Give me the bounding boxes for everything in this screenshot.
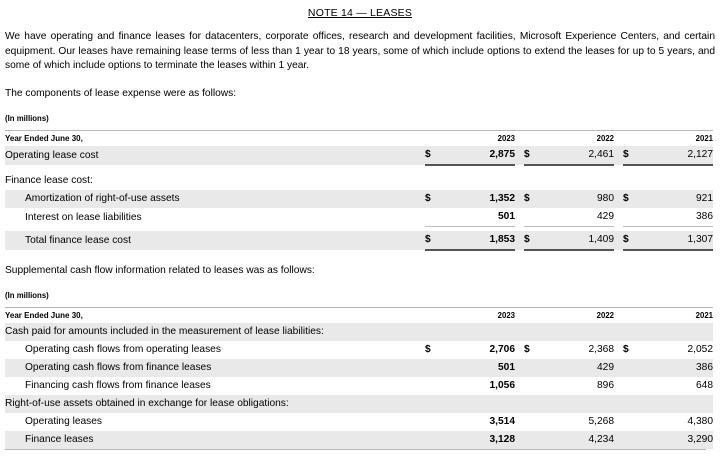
row-value-2022: 980	[542, 190, 614, 208]
row-value-2023: 2,706	[489, 344, 515, 356]
table-row	[5, 341, 713, 359]
row-currency-symbol	[623, 323, 641, 341]
row-label: Interest on lease liabilities	[25, 211, 142, 223]
row-currency-symbol: $	[425, 231, 443, 250]
row-currency-symbol	[623, 431, 641, 449]
table-row	[5, 359, 713, 377]
cash-flow-units-label: (In millions)	[5, 290, 49, 300]
row-value-2021: 2,127	[641, 146, 713, 165]
row-currency-symbol	[425, 431, 443, 449]
row-label: Operating lease cost	[5, 146, 425, 165]
row-label: Operating cash flows from finance leases	[5, 359, 425, 377]
row-currency-symbol	[425, 172, 443, 190]
cash-flow-table-bottom-rule	[5, 449, 706, 451]
row-currency-symbol	[623, 208, 641, 227]
row-label: Finance leases	[5, 431, 425, 449]
row-currency-symbol	[623, 395, 641, 413]
table-row	[5, 190, 713, 208]
row-label: Cash paid for amounts included in the measurement of lease liabilities:	[5, 323, 425, 341]
row-currency-symbol	[425, 413, 443, 431]
page-title: NOTE 14 — LEASES	[307, 7, 413, 19]
row-value-2021: 648	[696, 380, 713, 392]
row-value-2022: 5,268	[588, 416, 614, 428]
row-label: Operating cash flows from operating leases	[25, 344, 221, 356]
cash-flow-year-2022: 2022	[542, 307, 614, 323]
row-value-2021	[641, 395, 713, 413]
row-spacer	[5, 165, 713, 172]
row-value-2022	[542, 172, 614, 190]
row-currency-symbol: $	[425, 190, 443, 208]
table-row	[5, 413, 713, 431]
row-value-2023: 3,128	[443, 431, 515, 449]
lease-expense-period-label: Year Ended June 30,	[5, 130, 425, 146]
row-value-2022: 2,368	[588, 344, 614, 356]
row-currency-symbol	[425, 208, 443, 227]
row-currency-symbol	[524, 395, 542, 413]
row-currency-symbol: $	[623, 190, 641, 208]
lease-expense-units-label: (In millions)	[5, 113, 49, 123]
cash-flow-period-label: Year Ended June 30,	[5, 307, 425, 323]
row-value-2023: 1,853	[443, 231, 515, 250]
row-currency-symbol	[524, 323, 542, 341]
row-value-2021	[641, 172, 713, 190]
row-value-2021: 1,307	[641, 231, 713, 250]
row-currency-symbol	[623, 413, 641, 431]
intro-paragraph: We have operating and finance leases for datacenters, corporate offices, research and development facilities, Microsoft Experience Centers, and certain equipment. Our leases have remaining lease terms of less than 1 year to 18 years, some of which include options to extend the leases for up to 5 years, and some of which include options to terminate the leases within 1 year.	[5, 31, 715, 72]
row-label: Operating leases	[25, 416, 103, 428]
table-row	[5, 172, 713, 190]
row-value-2021: 3,290	[641, 431, 713, 449]
row-value-2022: 896	[597, 380, 614, 392]
row-value-2021: 4,380	[687, 416, 713, 428]
row-currency-symbol	[524, 359, 542, 377]
row-value-2023: 501	[443, 359, 515, 377]
row-currency-symbol: $	[425, 344, 431, 356]
row-value-2021: 921	[641, 190, 713, 208]
lease-expense-year-2022: 2022	[542, 130, 614, 146]
row-label: Financing cash flows from finance leases	[25, 380, 211, 392]
row-value-2022: 429	[542, 208, 614, 227]
row-currency-symbol: $	[524, 146, 542, 165]
row-label: Amortization of right-of-use assets	[5, 190, 425, 208]
row-value-2022	[542, 395, 614, 413]
row-value-2021: 386	[641, 208, 713, 227]
row-value-2022: 4,234	[542, 431, 614, 449]
lease-expense-lead-in: The components of lease expense were as follows:	[5, 87, 237, 99]
table-row	[5, 431, 713, 449]
row-label: Finance lease cost:	[5, 175, 93, 187]
row-currency-symbol	[425, 323, 443, 341]
row-currency-symbol: $	[623, 344, 629, 356]
table-row	[5, 395, 713, 413]
row-currency-symbol	[623, 172, 641, 190]
row-label: Right-of-use assets obtained in exchange for lease obligations:	[5, 395, 425, 413]
row-value-2021	[641, 323, 713, 341]
row-value-2021: 386	[641, 359, 713, 377]
lease-expense-header-row	[5, 130, 713, 146]
row-currency-symbol: $	[524, 344, 530, 356]
table-row	[5, 323, 713, 341]
row-currency-symbol: $	[425, 146, 443, 165]
row-value-2023: 501	[443, 208, 515, 227]
row-currency-symbol	[623, 377, 641, 395]
row-currency-symbol	[524, 413, 542, 431]
table-row	[5, 231, 713, 250]
table-row	[5, 146, 713, 165]
row-currency-symbol	[425, 395, 443, 413]
cash-flow-year-2021: 2021	[641, 307, 713, 323]
row-label: Total finance lease cost	[5, 231, 425, 250]
cash-flow-header-row	[5, 307, 713, 323]
lease-expense-year-2023: 2023	[443, 130, 515, 146]
row-value-2021: 2,052	[687, 344, 713, 356]
row-value-2023	[443, 323, 515, 341]
row-currency-symbol	[425, 359, 443, 377]
table-row	[5, 377, 713, 395]
row-value-2022: 2,461	[542, 146, 614, 165]
row-value-2022: 429	[542, 359, 614, 377]
row-currency-symbol	[623, 359, 641, 377]
row-currency-symbol	[425, 377, 443, 395]
cash-flow-year-2023: 2023	[443, 307, 515, 323]
row-currency-symbol	[524, 172, 542, 190]
row-currency-symbol: $	[524, 190, 542, 208]
cash-flow-lead-in: Supplemental cash flow information related to leases was as follows:	[5, 264, 315, 276]
row-value-2023: 1,056	[489, 380, 515, 392]
cash-flow-table	[5, 307, 713, 449]
row-value-2023: 3,514	[489, 416, 515, 428]
row-currency-symbol	[524, 431, 542, 449]
lease-expense-year-2021: 2021	[641, 130, 713, 146]
row-currency-symbol	[524, 377, 542, 395]
document-page	[0, 7, 720, 472]
row-value-2023: 2,875	[443, 146, 515, 165]
row-currency-symbol: $	[524, 231, 542, 250]
row-value-2023	[443, 172, 515, 190]
row-value-2023	[443, 395, 515, 413]
lease-expense-table	[5, 130, 713, 251]
table-row	[5, 208, 713, 227]
row-value-2022	[542, 323, 614, 341]
row-currency-symbol	[524, 208, 542, 227]
row-currency-symbol: $	[623, 146, 641, 165]
row-currency-symbol: $	[623, 231, 641, 250]
row-value-2023: 1,352	[443, 190, 515, 208]
row-value-2022: 1,409	[542, 231, 614, 250]
